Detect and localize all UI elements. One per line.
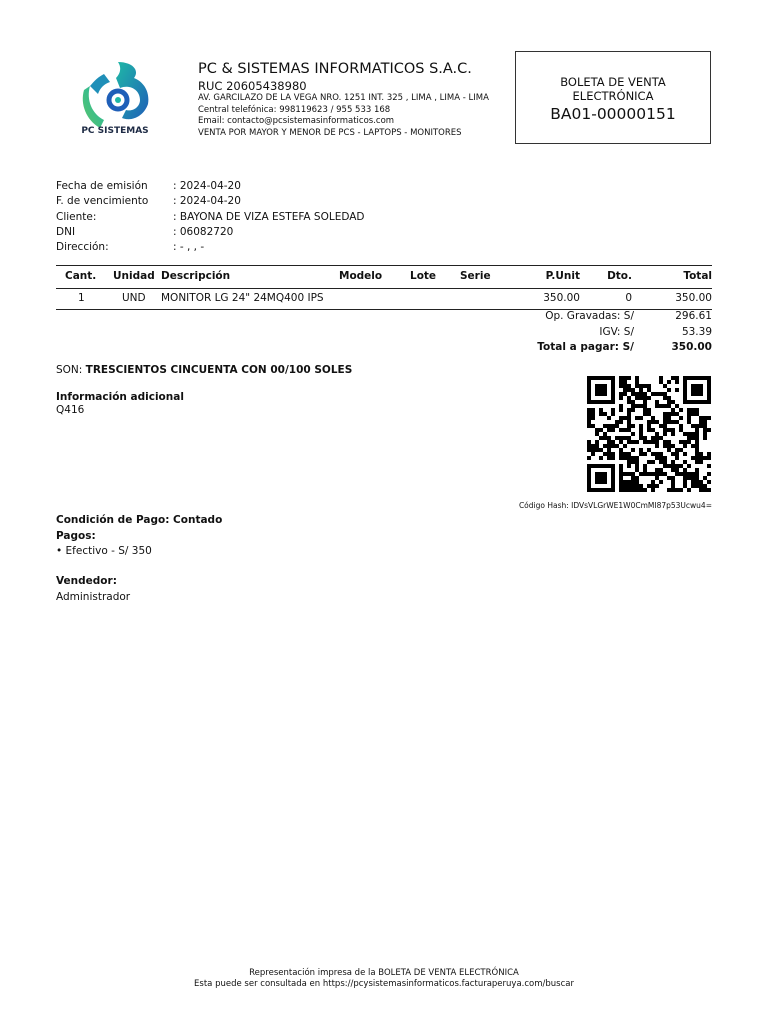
info-value: : 2024-04-20 xyxy=(173,180,241,192)
footer xyxy=(0,968,768,990)
document-type-line2: ELECTRÓNICA xyxy=(572,89,654,103)
info-label: Dirección: xyxy=(56,241,109,254)
info-value: : BAYONA DE VIZA ESTEFA SOLEDAD xyxy=(173,210,365,223)
seller-info xyxy=(56,574,130,605)
additional-info xyxy=(56,391,184,417)
totals-label: Op. Gravadas: S/ xyxy=(545,310,634,322)
table-header xyxy=(56,265,712,289)
amount-in-words xyxy=(56,364,352,376)
payment-condition: Condición de Pago: Contado xyxy=(56,514,223,526)
totals-value: 296.61 xyxy=(675,310,712,322)
header-total: Total xyxy=(683,270,712,282)
seller-title: Vendedor: xyxy=(56,575,117,587)
cell-cant: 1 xyxy=(78,292,85,304)
header-modelo: Modelo xyxy=(339,270,383,282)
header-unidad: Unidad xyxy=(113,270,155,282)
additional-value: Q416 xyxy=(56,404,85,416)
info-label: DNI xyxy=(56,225,76,238)
totals-value: 53.39 xyxy=(681,325,712,338)
company-ruc: RUC 20605438980 xyxy=(198,79,307,93)
cell-descripcion: MONITOR LG 24" 24MQ400 IPS xyxy=(161,292,324,304)
total-value: 350.00 xyxy=(671,341,712,353)
hash-code: Código Hash: IDVsVLGrWE1W0CmMI87p53Ucwu4= xyxy=(518,501,712,510)
header-cant: Cant. xyxy=(65,270,97,282)
info-row xyxy=(56,194,365,209)
totals-block xyxy=(480,309,712,356)
cell-unidad: UND xyxy=(122,292,146,304)
header-dto: Dto. xyxy=(607,270,632,282)
additional-title: Información adicional xyxy=(56,391,184,403)
totals-label: IGV: S/ xyxy=(599,325,634,338)
customer-info xyxy=(56,179,365,255)
cell-punit: 350.00 xyxy=(543,292,580,304)
info-row xyxy=(56,179,365,194)
header-punit: P.Unit xyxy=(545,270,580,282)
document-type-box xyxy=(515,51,711,144)
info-value: : 06082720 xyxy=(173,225,234,238)
info-value: : - , , - xyxy=(173,241,205,254)
company-info xyxy=(198,60,489,139)
logo-text: PC SISTEMAS xyxy=(81,126,149,136)
info-label: F. de vencimiento xyxy=(56,195,149,208)
cell-dto: 0 xyxy=(625,292,632,304)
payment-title: Pagos: xyxy=(56,529,96,542)
info-row xyxy=(56,240,365,255)
header-descripcion: Descripción xyxy=(161,270,231,282)
payment-info xyxy=(56,513,222,560)
son-value: TRESCIENTOS CINCUENTA CON 00/100 SOLES xyxy=(85,364,353,376)
info-row xyxy=(56,225,365,240)
info-label: Cliente: xyxy=(56,210,97,223)
header-serie: Serie xyxy=(460,270,491,282)
totals-row xyxy=(480,340,712,356)
totals-row xyxy=(480,309,712,325)
company-address: AV. GARCILAZO DE LA VEGA NRO. 1251 INT. 325 , LIMA , LIMA - LIMA xyxy=(198,93,489,103)
seller-name: Administrador xyxy=(56,590,131,603)
document-type-line1: BOLETA DE VENTA xyxy=(560,75,666,89)
total-label: Total a pagar: S/ xyxy=(537,341,634,353)
qr-code xyxy=(587,375,711,493)
totals-row xyxy=(480,325,712,341)
header-lote: Lote xyxy=(410,270,437,282)
footer-line2: Esta puede ser consultada en https://pcysistemasinformaticos.facturaperuya.com/buscar xyxy=(194,979,574,989)
payment-item: • Efectivo - S/ 350 xyxy=(56,545,152,557)
footer-line1: Representación impresa de la BOLETA DE VENTA ELECTRÓNICA xyxy=(249,968,519,978)
table-row xyxy=(56,289,712,310)
info-row xyxy=(56,210,365,225)
company-email: Email: contacto@pcsistemasinformaticos.com xyxy=(198,116,395,126)
company-phone: Central telefónica: 998119623 / 955 533 168 xyxy=(198,104,391,115)
document-number: BA01-00000151 xyxy=(550,105,676,123)
company-name: PC & SISTEMAS INFORMATICOS S.A.C. xyxy=(198,61,472,77)
son-label: SON: xyxy=(56,364,83,376)
items-table xyxy=(56,265,712,310)
info-value: : 2024-04-20 xyxy=(173,195,241,208)
company-slogan: VENTA POR MAYOR Y MENOR DE PCS - LAPTOPS - MONITORES xyxy=(198,127,462,138)
info-label: Fecha de emisión xyxy=(56,180,148,192)
cell-total: 350.00 xyxy=(675,292,712,304)
